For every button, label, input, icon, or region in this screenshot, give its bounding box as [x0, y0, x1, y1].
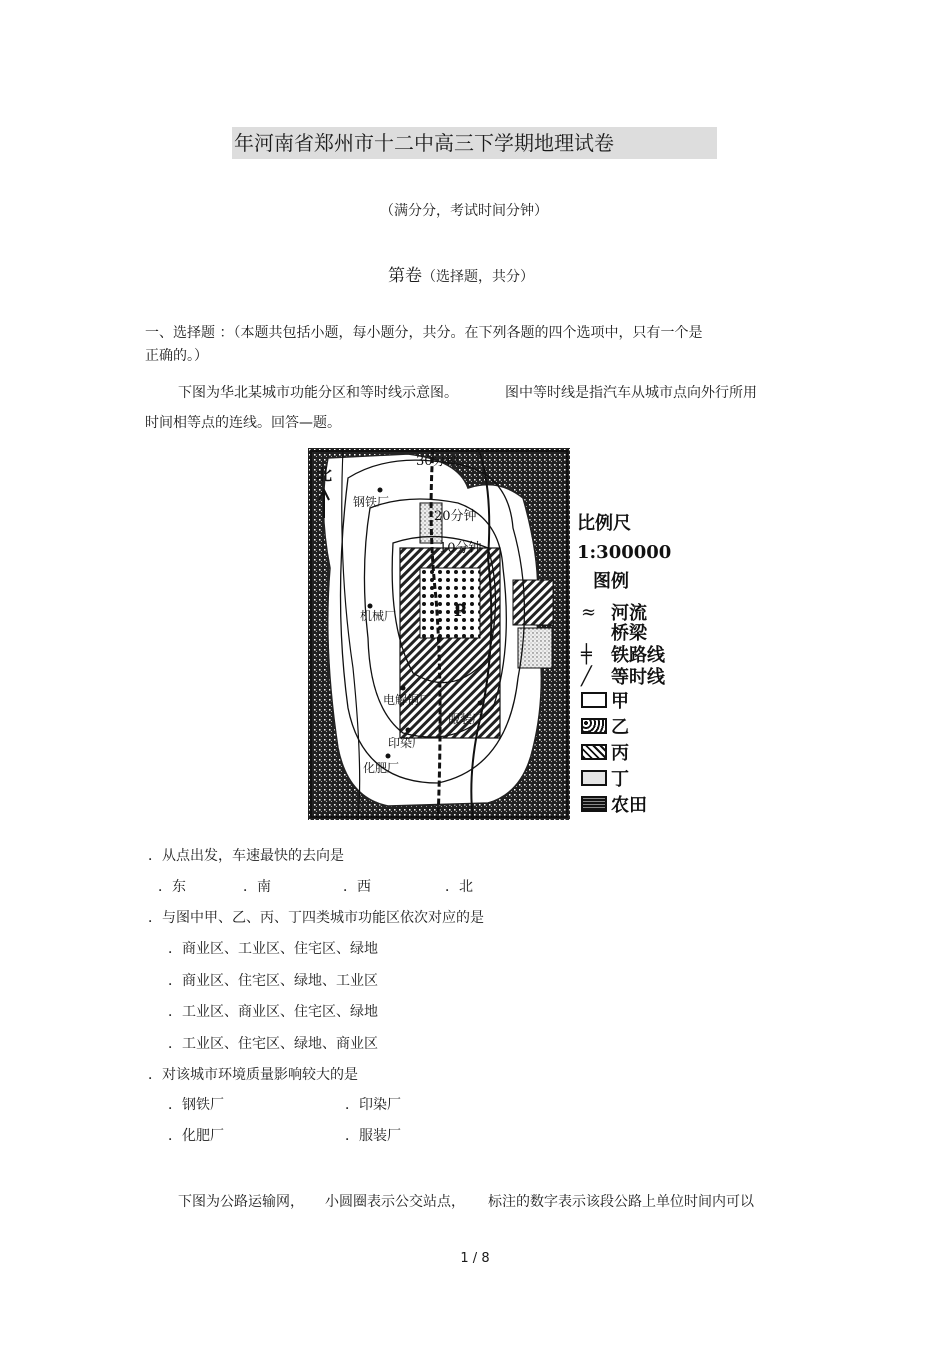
legend-yi: 乙 [611, 717, 629, 738]
q1-option-d[interactable]: ．北 [445, 879, 473, 895]
next-intro-c: 标注的数字表示该段公路上单位时间内可以 [488, 1194, 754, 1210]
section-head: 第卷 [388, 266, 422, 286]
city-function-map [308, 448, 570, 820]
factory-dot [378, 488, 383, 493]
north-label: 北 [316, 465, 333, 484]
page-number: 1 / 8 [460, 1251, 490, 1266]
factory-garment: 服装厂 [448, 712, 485, 726]
contour-10-label: 10分钟 [439, 541, 482, 556]
factory-steel: 钢铁厂 [353, 495, 390, 509]
point-p-label: P [454, 601, 467, 620]
q2-option-c[interactable]: ．工业区、商业区、住宅区、绿地 [168, 1004, 378, 1020]
section-header [388, 261, 534, 286]
legend-contour: 等时线 [611, 667, 665, 688]
q3-option-b[interactable]: ．印染厂 [345, 1097, 401, 1113]
next-intro-b: 小圆圈表示公交站点， [325, 1194, 465, 1210]
q2-option-d[interactable]: ．工业区、住宅区、绿地、商业区 [168, 1036, 378, 1052]
factory-machinery: 机械厂 [360, 609, 397, 623]
q2-option-b[interactable]: ．商业区、住宅区、绿地、工业区 [168, 973, 378, 989]
factory-dot [386, 754, 391, 759]
legend-bridge: 桥梁 [611, 623, 647, 644]
page-title: 年河南省郑州市十二中高三下学期地理试卷 [232, 127, 717, 159]
contour-30-label: 30分钟 [416, 454, 459, 469]
section-note: （选择题，共分） [422, 269, 534, 285]
scale-label: 比例尺 [577, 513, 631, 534]
q1-option-b[interactable]: ．南 [243, 879, 271, 895]
question-2-stem: ．与图中甲、乙、丙、丁四类城市功能区依次对应的是 [148, 910, 484, 926]
swatch-yi-icon [581, 718, 607, 734]
zone-yi [420, 568, 480, 638]
legend-farm: 农田 [611, 795, 647, 816]
factory-dyeing: 印染厂 [388, 736, 425, 750]
question-3-stem: ．对该城市环境质量影响较大的是 [148, 1067, 358, 1083]
legend-jia: 甲 [611, 691, 629, 712]
contour-20-label: 20分钟 [434, 509, 477, 524]
swatch-farm-icon [581, 796, 607, 812]
instructions-line-2: 正确的。） [145, 348, 208, 364]
next-intro-a: 下图为公路运输网， [178, 1194, 304, 1210]
q3-option-c[interactable]: ．化肥厂 [168, 1128, 224, 1144]
legend-railway: 铁路线 [611, 645, 665, 666]
river-icon: ≈ [581, 601, 597, 623]
q3-option-d[interactable]: ．服装厂 [345, 1128, 401, 1144]
factory-dot [406, 728, 411, 733]
instructions-line-1: 一、选择题 ：（本题共包括小题，每小题分，共分。在下列各题的四个选项中，只有一个是 [145, 325, 703, 341]
railway-icon: ╪ [581, 643, 592, 665]
swatch-jia-icon [581, 692, 607, 708]
legend-bing: 丙 [611, 743, 629, 764]
contour-icon: ╱ [581, 665, 592, 687]
factory-dot [368, 604, 373, 609]
swatch-ding-icon [581, 770, 607, 786]
legend-title: 图例 [593, 571, 629, 592]
question-1-stem: ．从点出发，车速最快的去向是 [148, 848, 344, 864]
zone-bing-east [513, 580, 553, 625]
factory-copper: 电解铜厂 [383, 693, 432, 707]
q3-option-a[interactable]: ．钢铁厂 [168, 1097, 224, 1113]
q1-option-c[interactable]: ．西 [343, 879, 371, 895]
legend-river: 河流 [611, 603, 647, 624]
factory-dot [401, 686, 406, 691]
q1-option-a[interactable]: ．东 [158, 879, 186, 895]
intro-line-1a: 下图为华北某城市功能分区和等时线示意图。 [178, 385, 458, 401]
legend-ding: 丁 [611, 769, 629, 790]
q2-option-a[interactable]: ．商业区、工业区、住宅区、绿地 [168, 941, 378, 957]
factory-dot [478, 701, 483, 706]
swatch-bing-icon [581, 744, 607, 760]
scale-value: 1:300000 [577, 541, 672, 563]
exam-subtitle: （满分分，考试时间分钟） [380, 203, 548, 219]
intro-line-2: 时间相等点的连线。回答—题。 [145, 415, 341, 431]
intro-line-1b: 图中等时线是指汽车从城市点向外行所用 [505, 385, 757, 401]
factory-fertilizer: 化肥厂 [363, 761, 400, 775]
